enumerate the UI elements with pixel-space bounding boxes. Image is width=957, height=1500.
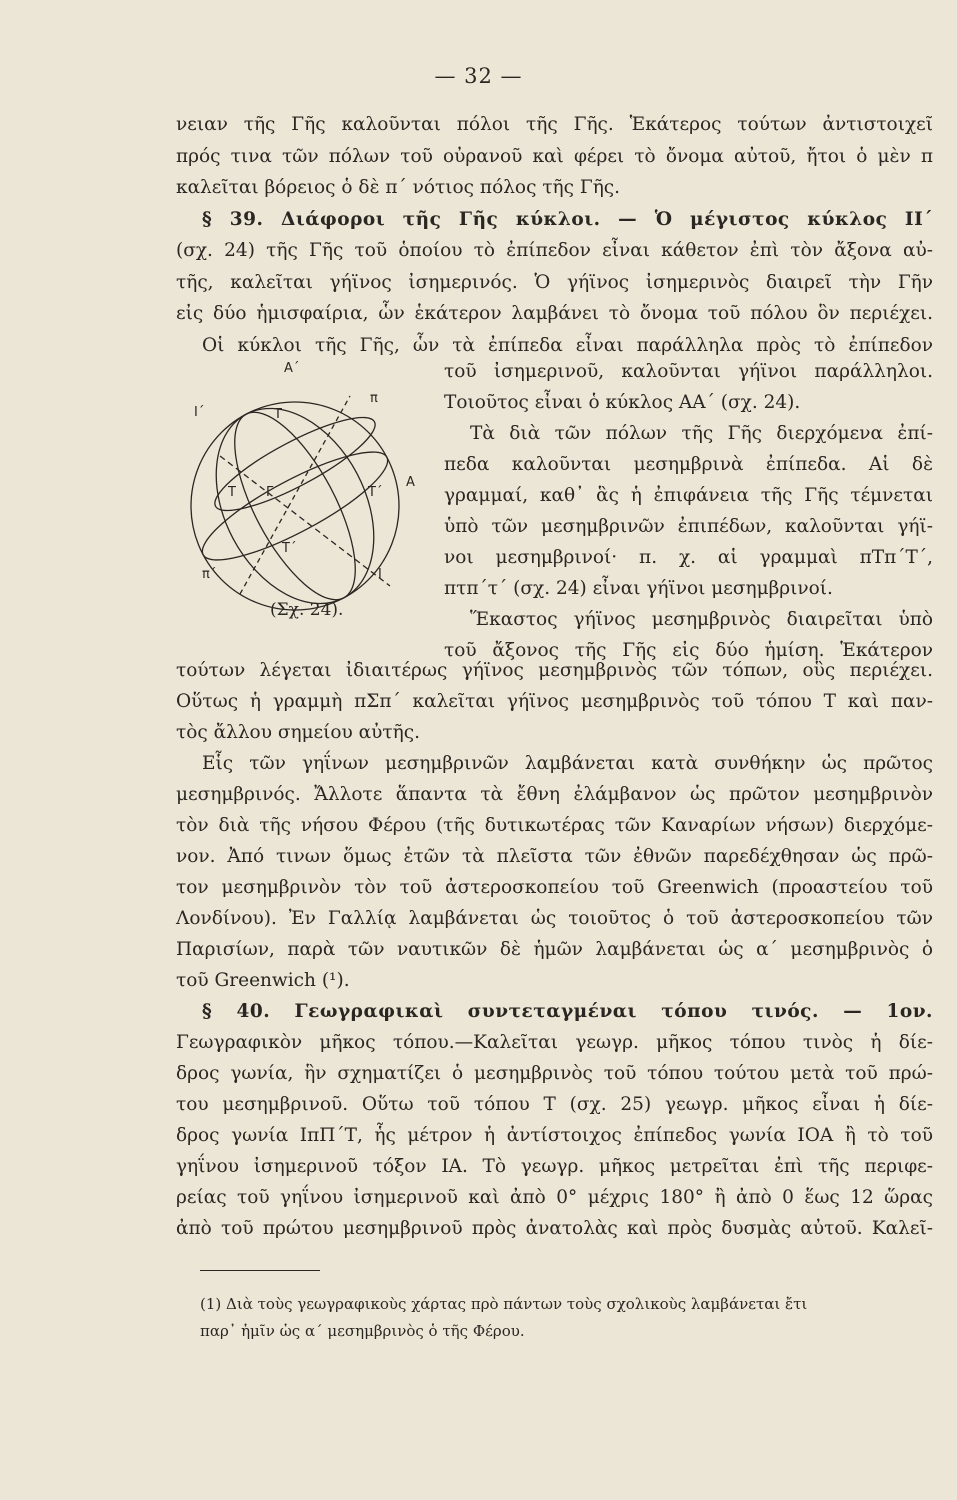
globe-axis bbox=[240, 396, 350, 594]
text-line: γηΐνου ἰσημερινοῦ τόξον ΙΑ. Τὸ γεωγρ. μῆκος μετρεῖται ἐπὶ τῆς περιφε- bbox=[176, 1156, 933, 1177]
page-number: — 32 — bbox=[434, 64, 523, 88]
label-T: Τ bbox=[274, 407, 282, 422]
text-line: ρείας τοῦ γηΐνου ἰσημερινοῦ καὶ ἀπὸ 0° μέχρις 180° ἢ ἀπὸ 0 ἕως 12 ὥρας bbox=[176, 1187, 933, 1208]
text-line: τοῦ ἄξονος τῆς Γῆς εἰς δύο ἡμίση. Ἑκάτερον bbox=[444, 640, 933, 661]
text-line: μεσημβρινός. Ἄλλοτε ἅπαντα τὰ ἔθνη ἐλάμβανον ὡς πρῶτον μεσημβρινὸν bbox=[176, 784, 933, 805]
text-line: Παρισίων, παρὰ τῶν ναυτικῶν δὲ ἡμῶν λαμβάνεται ὡς α΄ μεσημβρινὸς ὁ bbox=[176, 939, 933, 960]
label-pi: π bbox=[370, 391, 378, 406]
text-line: τοῦ ἰσημερινοῦ, καλοῦνται γήϊνοι παράλληλοι. bbox=[444, 361, 933, 382]
label-pi-prime: π΄ bbox=[202, 567, 217, 582]
text-line: τὸς ἄλλου σημείου αὐτῆς. bbox=[176, 722, 420, 743]
dashed-diameter bbox=[220, 456, 390, 586]
text-line: Ἕκαστος γήϊνος μεσημβρινὸς διαιρεῖται ὑπὸ bbox=[470, 609, 933, 630]
text-line: γραμμαί, καθ᾽ ἃς ἡ ἐπιφάνεια τῆς Γῆς τέμνεται bbox=[444, 485, 933, 506]
equator-circle bbox=[191, 434, 399, 578]
footnote-rule bbox=[200, 1270, 320, 1271]
text-line: Τοιοῦτος εἶναι ὁ κύκλος ΑΑ΄ (σχ. 24). bbox=[444, 392, 801, 413]
meridian-two bbox=[184, 381, 405, 630]
label-T-prime-right: Τ΄ bbox=[368, 485, 383, 500]
text-line: τοῦ Greenwich (¹). bbox=[176, 970, 350, 991]
globe-outline bbox=[191, 402, 399, 610]
label-A-prime: Α΄ bbox=[284, 361, 300, 376]
text-line: τῆς, καλεῖται γήϊνος ἰσημερινός. Ὁ γήϊνος ἰσημερινὸς διαιρεῖ τὴν Γῆν bbox=[176, 271, 933, 293]
text-line: § 40. Γεωγραφικαὶ συντεταγμέναι τόπου τινός. — 1ον. bbox=[202, 1001, 933, 1022]
text-line: τούτων λέγεται ἰδιαιτέρως γήϊνος μεσημβρινὸς τῶν τόπων, οὓς περιέχει. bbox=[176, 660, 933, 681]
text-line: νειαν τῆς Γῆς καλοῦνται πόλοι τῆς Γῆς. Ἑκάτερος τούτων ἀντιστοιχεῖ bbox=[176, 114, 933, 135]
text-line: § 39. Διάφοροι τῆς Γῆς κύκλοι. — Ὁ μέγιστος κύκλος ΙΙ΄ bbox=[202, 208, 933, 230]
footnote-line: (1) Διὰ τοὺς γεωγραφικοὺς χάρτας πρὸ πάντων τοὺς σχολικοὺς λαμβάνεται ἔτι bbox=[200, 1295, 808, 1313]
label-I: Ι bbox=[378, 567, 382, 582]
text-line: νον. Ἀπό τινων ὅμως ἐτῶν τὰ πλεῖστα τῶν ἐθνῶν παρεδέχθησαν ὡς πρῶ- bbox=[176, 846, 933, 867]
text-line: πτπ΄τ΄ (σχ. 24) εἶναι γήϊνοι μεσημβρινοί. bbox=[444, 578, 833, 599]
text-line: τὸν διὰ τῆς νήσου Φέρου (τῆς δυτικωτέρας τῶν Καναρίων νήσων) διερχόμε- bbox=[176, 815, 933, 836]
label-A: Α bbox=[406, 475, 415, 490]
meridian-one bbox=[211, 395, 379, 616]
label-T-prime-lower: Τ΄ bbox=[282, 541, 297, 556]
figure-caption: (Σχ. 24). bbox=[270, 600, 344, 620]
text-line: καλεῖται βόρειος ὁ δὲ π΄ νότιος πόλος τῆς Γῆς. bbox=[176, 177, 621, 198]
label-T-left: Τ bbox=[228, 485, 236, 500]
text-line: του μεσημβρινοῦ. Οὕτω τοῦ τόπου Τ (σχ. 25) γεωγρ. μῆκος εἶναι ἡ δίε- bbox=[176, 1094, 933, 1115]
text-line: (σχ. 24) τῆς Γῆς τοῦ ὁποίου τὸ ἐπίπεδον εἶναι κάθετον ἐπὶ τὸν ἄξονα αὐ- bbox=[176, 240, 933, 261]
text-line: νοι μεσημβρινοί· π. χ. αἱ γραμμαὶ πΤπ΄Τ΄, bbox=[444, 547, 933, 568]
text-line: δρος γωνία ΙπΠ΄Τ, ἧς μέτρον ἡ ἀντίστοιχος ἐπίπεδος γωνία ΙΟΑ ἢ τὸ τοῦ bbox=[176, 1125, 933, 1146]
text-line: ὑπὸ τῶν μεσημβρινῶν ἐπιπέδων, καλοῦνται γήϊ- bbox=[444, 516, 933, 537]
text-line: πρός τινα τῶν πόλων τοῦ οὐρανοῦ καὶ φέρει τὸ ὄνομα αὐτοῦ, ἤτοι ὁ μὲν π bbox=[176, 145, 933, 167]
text-line: Λονδίνου). Ἐν Γαλλίᾳ λαμβάνεται ὡς τοιοῦτος ὁ τοῦ ἀστεροσκοπείου τῶν bbox=[176, 908, 933, 929]
text-line: Εἷς τῶν γηΐνων μεσημβρινῶν λαμβάνεται κατὰ συνθήκην ὡς πρῶτος bbox=[202, 753, 933, 774]
label-I-prime: Ι΄ bbox=[194, 405, 205, 420]
text-line: ἀπὸ τοῦ πρώτου μεσημβρινοῦ πρὸς ἀνατολὰς καὶ πρὸς δυσμὰς αὐτοῦ. Καλεῖ- bbox=[176, 1218, 933, 1239]
footnote-line: παρ᾽ ἡμῖν ὡς α΄ μεσημβρινὸς ὁ τῆς Φέρου. bbox=[200, 1322, 525, 1340]
text-line: Γεωγραφικὸν μῆκος τόπου.—Καλεῖται γεωγρ. μῆκος τόπου τινὸς ἡ δίε- bbox=[176, 1032, 933, 1053]
label-Gamma: Γ bbox=[266, 485, 274, 500]
text-line: Τὰ διὰ τῶν πόλων τῆς Γῆς διερχόμενα ἐπί- bbox=[470, 423, 933, 444]
text-line: Οὕτως ἡ γραμμὴ πΣπ΄ καλεῖται γήϊνος μεσημβρινὸς τοῦ τόπου Τ καὶ παν- bbox=[176, 691, 933, 712]
text-line: εἰς δύο ἡμισφαίρια, ὧν ἑκάτερον λαμβάνει τὸ ὄνομα τοῦ πόλου ὃν περιέχει. bbox=[176, 303, 933, 324]
text-line: τον μεσημβρινὸν τὸν τοῦ ἀστεροσκοπείου τοῦ Greenwich (προαστείου τοῦ bbox=[176, 877, 933, 898]
text-line: πεδα καλοῦνται μεσημβρινὰ ἐπίπεδα. Αἱ δὲ bbox=[444, 454, 933, 475]
text-line: δρος γωνία, ἣν σχηματίζει ὁ μεσημβρινὸς τοῦ τόπου τούτου μετὰ τοῦ πρώ- bbox=[176, 1063, 933, 1084]
text-line: Οἱ κύκλοι τῆς Γῆς, ὧν τὰ ἐπίπεδα εἶναι παράλληλα πρὸς τὸ ἐπίπεδον bbox=[202, 334, 933, 356]
parallel-circle bbox=[205, 402, 385, 525]
